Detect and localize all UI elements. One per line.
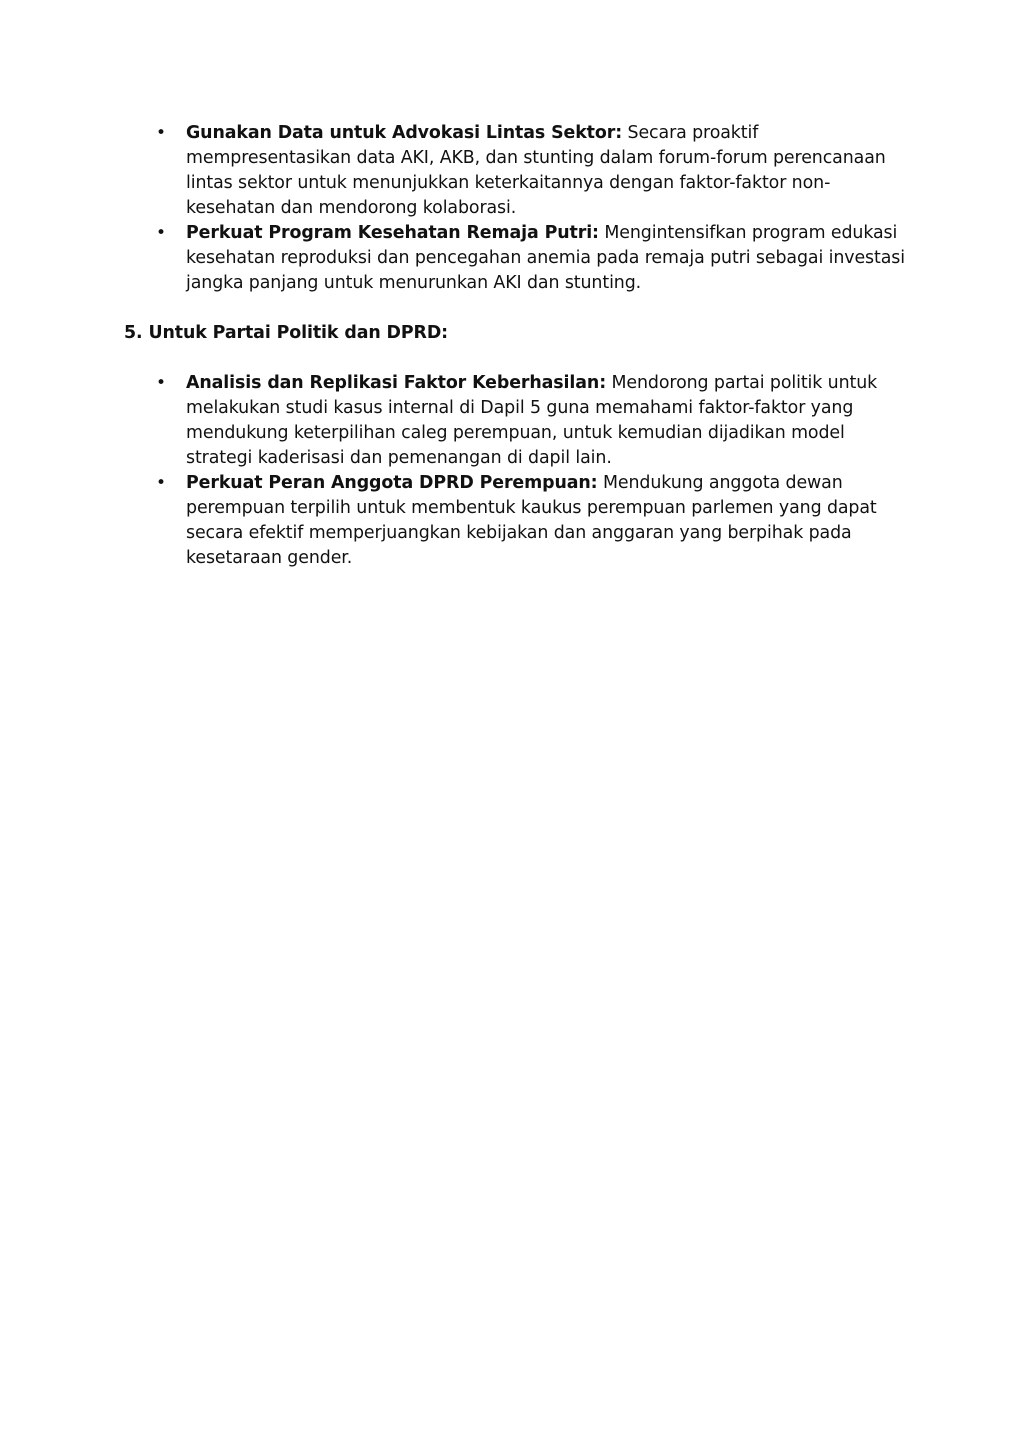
list-item [156, 221, 906, 296]
item-body: Secara proaktif mempresentasikan data AKI, AKB, dan stunting dalam forum-forum perencanaan lintas sektor untuk menunjukkan keterkaitannya dengan faktor-faktor non-kesehatan dan mendorong kolaborasi. [186, 123, 886, 218]
recommendation-list [156, 121, 906, 296]
bullet-icon: • [156, 473, 166, 493]
item-body: Mendukung anggota dewan perempuan terpilih untuk membentuk kaukus perempuan parlemen yang dapat secara efektif memperjuangkan kebijakan dan anggaran yang berpihak pada kesetaraan gender. [186, 473, 877, 568]
item-body: Mengintensifkan program edukasi kesehatan reproduksi dan pencegahan anemia pada remaja putri sebagai investasi jangka panjang untuk menurunkan AKI dan stunting. [186, 223, 905, 293]
bullet-icon: • [156, 123, 166, 143]
item-title: Gunakan Data untuk Advokasi Lintas Sektor: [186, 123, 623, 143]
item-title: Perkuat Peran Anggota DPRD Perempuan: [186, 473, 598, 493]
list-item [156, 371, 906, 471]
section-heading: 5. Untuk Partai Politik dan DPRD: [124, 323, 449, 343]
item-body: Mendorong partai politik untuk melakukan studi kasus internal di Dapil 5 guna memahami faktor-faktor yang mendukung keterpilihan caleg perempuan, untuk kemudian dijadikan model strategi kaderisasi dan pemenangan di dapil lain. [186, 373, 878, 468]
bullet-icon: • [156, 373, 166, 393]
recommendation-list [156, 371, 906, 571]
item-title: Perkuat Program Kesehatan Remaja Putri: [186, 223, 599, 243]
bullet-icon: • [156, 223, 166, 243]
item-title: Analisis dan Replikasi Faktor Keberhasilan: [186, 373, 607, 393]
list-item [156, 471, 906, 571]
list-item [156, 121, 906, 221]
